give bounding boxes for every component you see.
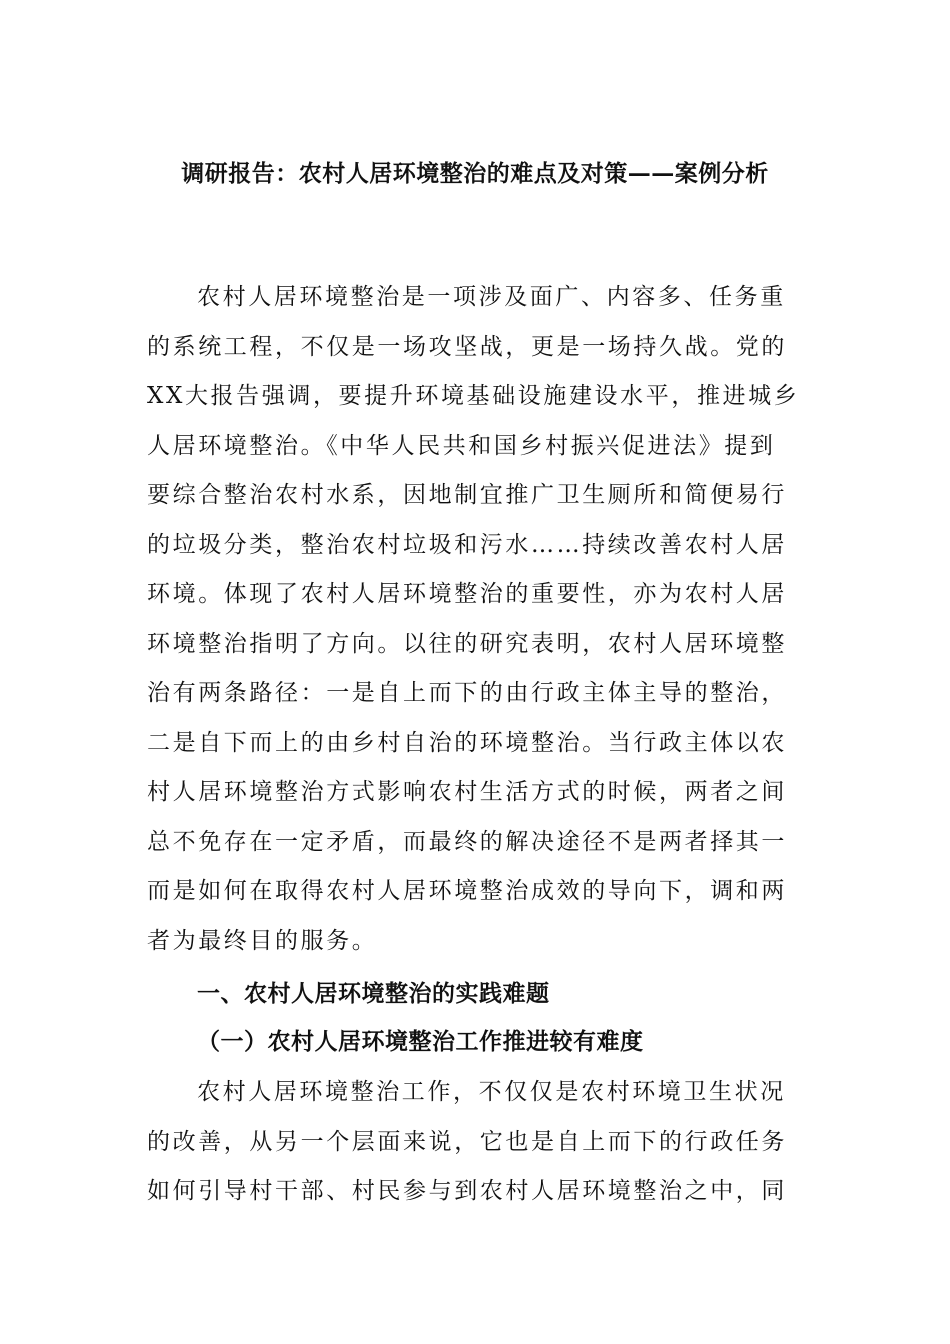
paragraph-line: 的垃圾分类，整治农村垃圾和污水……持续改善农村人居 [147, 531, 787, 558]
paragraph-line: 农村人居环境整治工作，不仅仅是农村环境卫生状况 [197, 1079, 786, 1105]
section-heading: 一、农村人居环境整治的实践难题 [197, 980, 550, 1007]
paragraph-line: 的改善，从另一个层面来说，它也是自上而下的行政任务 [147, 1128, 787, 1155]
section-paragraph [147, 1068, 807, 1217]
paragraph-line: 村人居环境整治方式影响农村生活方式的时候，两者之间 [147, 779, 787, 805]
paragraph-line: 二是自下而上的由乡村自治的环境整治。当行政主体以农 [147, 729, 787, 756]
paragraph-line: 农村人居环境整治是一项涉及面广、内容多、任务重 [197, 284, 786, 310]
paragraph-line: XX大报告强调，要提升环境基础设施建设水平，推进城乡 [147, 383, 800, 409]
paragraph-line: 环境。体现了农村人居环境整治的重要性，亦为农村人居 [147, 581, 787, 607]
paragraph-line: 如何引导村干部、村民参与到农村人居环境整治之中，同 [147, 1178, 787, 1204]
intro-paragraph [147, 273, 807, 966]
paragraph-line: 治有两条路径：一是自上而下的由行政主体主导的整治， [147, 680, 787, 706]
paragraph-line: 总不免存在一定矛盾，而最终的解决途径不是两者择其一 [147, 828, 787, 855]
paragraph-line: 者为最终目的服务。 [147, 927, 378, 954]
document-title: 调研报告：农村人居环境整治的难点及对策——案例分析 [181, 160, 769, 187]
paragraph-line: 的系统工程，不仅是一场攻坚战，更是一场持久战。党的 [147, 333, 787, 360]
paragraph-line: 环境整治指明了方向。以往的研究表明，农村人居环境整 [147, 630, 787, 657]
paragraph-line: 要综合整治农村水系，因地制宜推广卫生厕所和简便易行 [147, 482, 787, 508]
paragraph-line: 而是如何在取得农村人居环境整治成效的导向下，调和两 [147, 878, 787, 904]
subsection-heading: （一）农村人居环境整治工作推进较有难度 [197, 1028, 644, 1055]
paragraph-line: 人居环境整治。《中华人民共和国乡村振兴促进法》提到 [147, 432, 776, 459]
